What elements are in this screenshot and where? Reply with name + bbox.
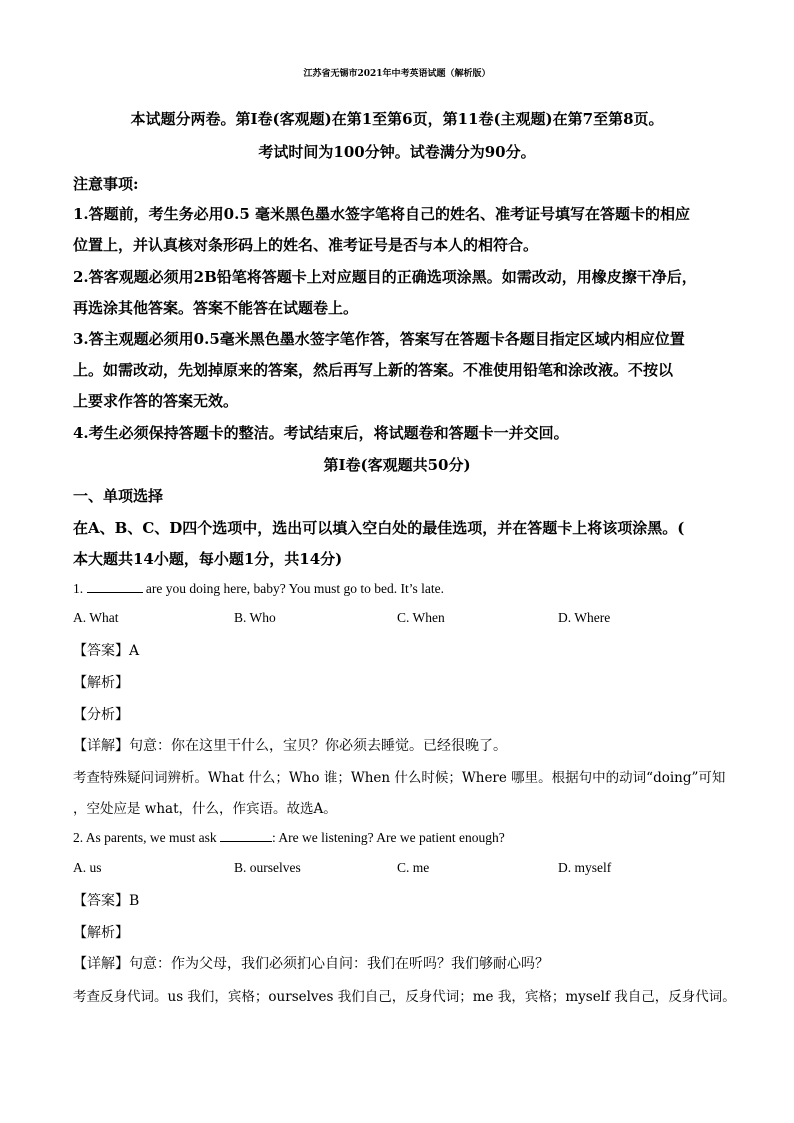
- notice-line: 1.答题前，考生务必用0.5 毫米黑色墨水签字笔将自己的姓名、准考证号填写在答题卡的相应: [73, 205, 690, 223]
- explanation-line: 考查特殊疑问词辨析。What 什么；Who 谁；When 什么时候；Where 哪里。根据句中的动词“doing”可知: [73, 770, 726, 786]
- option-d: D. myself: [558, 860, 612, 875]
- page-title: 江苏省无锡市2021年中考英语试题（解析版）: [303, 69, 491, 79]
- notice-line: 上要求作答的答案无效。: [73, 392, 239, 410]
- question-text: are you doing here, baby? You must go to bed. It’s late.: [142, 581, 444, 596]
- notice-line: 3.答主观题必须用0.5毫米黑色墨水签字笔作答，答案写在答题卡各题目指定区域内相应位置: [73, 330, 685, 348]
- notice-line: 4.考生必须保持答题卡的整洁。考试结束后，将试题卷和答题卡一并交回。: [73, 424, 569, 442]
- explanation-line: ，空处应是 what，什么，作宾语。故选A。: [73, 801, 337, 817]
- question-number: 1.: [73, 581, 87, 596]
- notice-line: 位置上，并认真核对条形码上的姓名、准考证号是否与本人的相符合。: [73, 236, 539, 254]
- option-b: B. ourselves: [234, 860, 301, 875]
- fenxi-label: 【分析】: [73, 707, 129, 723]
- part1-title: 第I卷(客观题共50分): [323, 456, 471, 474]
- answer-label: 【答案】B: [73, 893, 140, 909]
- question-1-stem: [73, 580, 444, 597]
- option-b: B. Who: [234, 610, 276, 625]
- header-line-2: 考试时间为100分钟。试卷满分为90分。: [258, 143, 536, 161]
- option-c: C. When: [397, 610, 445, 625]
- section-heading: 一、单项选择: [73, 487, 164, 505]
- section-instruction-2: 本大题共14小题，每小题1分，共14分): [73, 550, 343, 568]
- explanation-line: 考查反身代词。us 我们，宾格；ourselves 我们自己，反身代词；me 我，宾格；myself 我自己，反身代词。: [73, 989, 736, 1005]
- option-c: C. me: [397, 860, 430, 875]
- question-text: 2. As parents, we must ask: [73, 830, 220, 845]
- option-a: A. us: [73, 860, 102, 875]
- detail-explanation: 【详解】句意：你在这里干什么，宝贝？你必须去睡觉。已经很晚了。: [73, 738, 507, 754]
- answer-label: 【答案】A: [73, 643, 140, 659]
- notice-line: 上。如需改动，先划掉原来的答案，然后再写上新的答案。不准使用铅笔和涂改液。不按以: [73, 361, 674, 379]
- notice-line: 再选涂其他答案。答案不能答在试题卷上。: [73, 299, 359, 317]
- analysis-label: 【解析】: [73, 925, 129, 941]
- section-instruction-1: 在A、B、C、D四个选项中，选出可以填入空白处的最佳选项，并在答题卡上将该项涂黑。(: [73, 519, 685, 537]
- question-2-stem: [73, 829, 505, 846]
- question-text: : Are we listening? Are we patient enough?: [271, 830, 505, 845]
- option-d: D. Where: [558, 610, 611, 625]
- header-line-1: 本试题分两卷。第I卷(客观题)在第1至第6页，第11卷(主观题)在第7至第8页。: [130, 110, 664, 128]
- answer-blank: [220, 829, 272, 842]
- answer-blank: [87, 580, 143, 593]
- notice-line: 2.答客观题必须用2B铅笔将答题卡上对应题目的正确选项涂黑。如需改动，用橡皮擦干净后，: [73, 268, 697, 286]
- analysis-label: 【解析】: [73, 675, 129, 691]
- detail-explanation: 【详解】句意：作为父母，我们必须扪心自问：我们在听吗？我们够耐心吗？: [73, 956, 549, 972]
- notice-heading: 注意事项:: [73, 175, 139, 193]
- option-a: A. What: [73, 610, 119, 625]
